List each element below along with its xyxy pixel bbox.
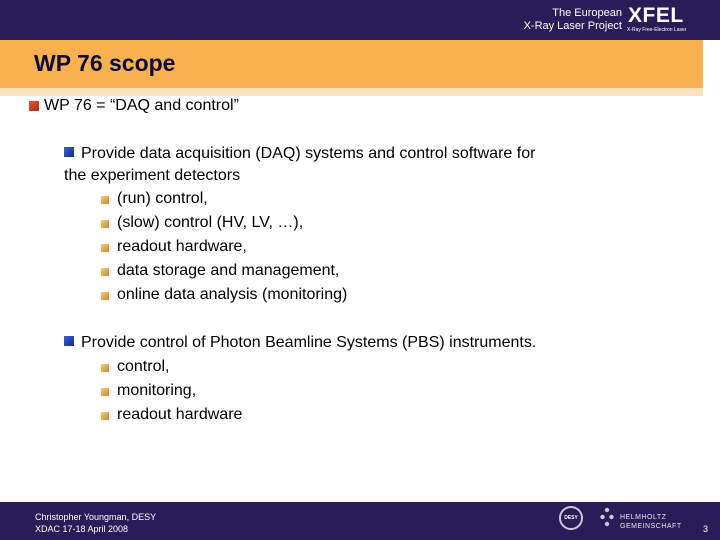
xfel-logo: XFEL [628, 4, 684, 27]
org-line-2: X-Ray Laser Project [523, 20, 622, 32]
footer-credits [35, 511, 156, 535]
group1-item-2: (slow) control (HV, LV, …), [117, 214, 304, 231]
group1-line-2: the experiment detectors [64, 167, 241, 184]
xfel-logo-subtitle: X-Ray Free-Electron Laser [627, 27, 687, 33]
slide-title: WP 76 scope [34, 50, 176, 76]
footer-author: Christopher Youngman, DESY [35, 512, 157, 522]
sub-bullet-icon [101, 364, 109, 372]
group2-item-3: readout hardware [117, 406, 243, 423]
org-line-1: The European [552, 7, 622, 19]
helmholtz-logo [620, 513, 682, 531]
helmholtz-mark-icon [599, 506, 615, 530]
group1-item-4: data storage and management, [117, 262, 340, 279]
level1-bullet-icon [29, 101, 39, 111]
sub-bullet-icon [101, 220, 109, 228]
helmholtz-line-1: HELMHOLTZ [620, 514, 667, 521]
group1-line-1: Provide data acquisition (DAQ) systems and control software for [81, 145, 536, 162]
title-shadow [0, 88, 703, 96]
group1-item-5: online data analysis (monitoring) [117, 286, 348, 303]
group2-item-2: monitoring, [117, 382, 197, 399]
group1-item-3: readout hardware, [117, 238, 247, 255]
sub-bullet-icon [101, 292, 109, 300]
sub-bullet-icon [101, 196, 109, 204]
group1-bullet-icon [64, 147, 74, 157]
sub-bullet-icon [101, 268, 109, 276]
group2-item-1: control, [117, 358, 170, 375]
sub-bullet-icon [101, 412, 109, 420]
level1-bullet-text: WP 76 = “DAQ and control” [44, 97, 239, 114]
sub-bullet-icon [101, 244, 109, 252]
group2-line-1: Provide control of Photon Beamline Systems (PBS) instruments. [81, 334, 537, 351]
desy-logo-label: DESY [564, 515, 578, 521]
sub-bullet-icon [101, 388, 109, 396]
footer-event: XDAC 17-18 April 2008 [35, 524, 129, 534]
page-number: 3 [703, 524, 709, 534]
org-name [524, 7, 622, 33]
helmholtz-line-2: GEMEINSCHAFT [620, 523, 682, 530]
group1-item-1: (run) control, [117, 190, 208, 207]
group2-bullet-icon [64, 336, 74, 346]
